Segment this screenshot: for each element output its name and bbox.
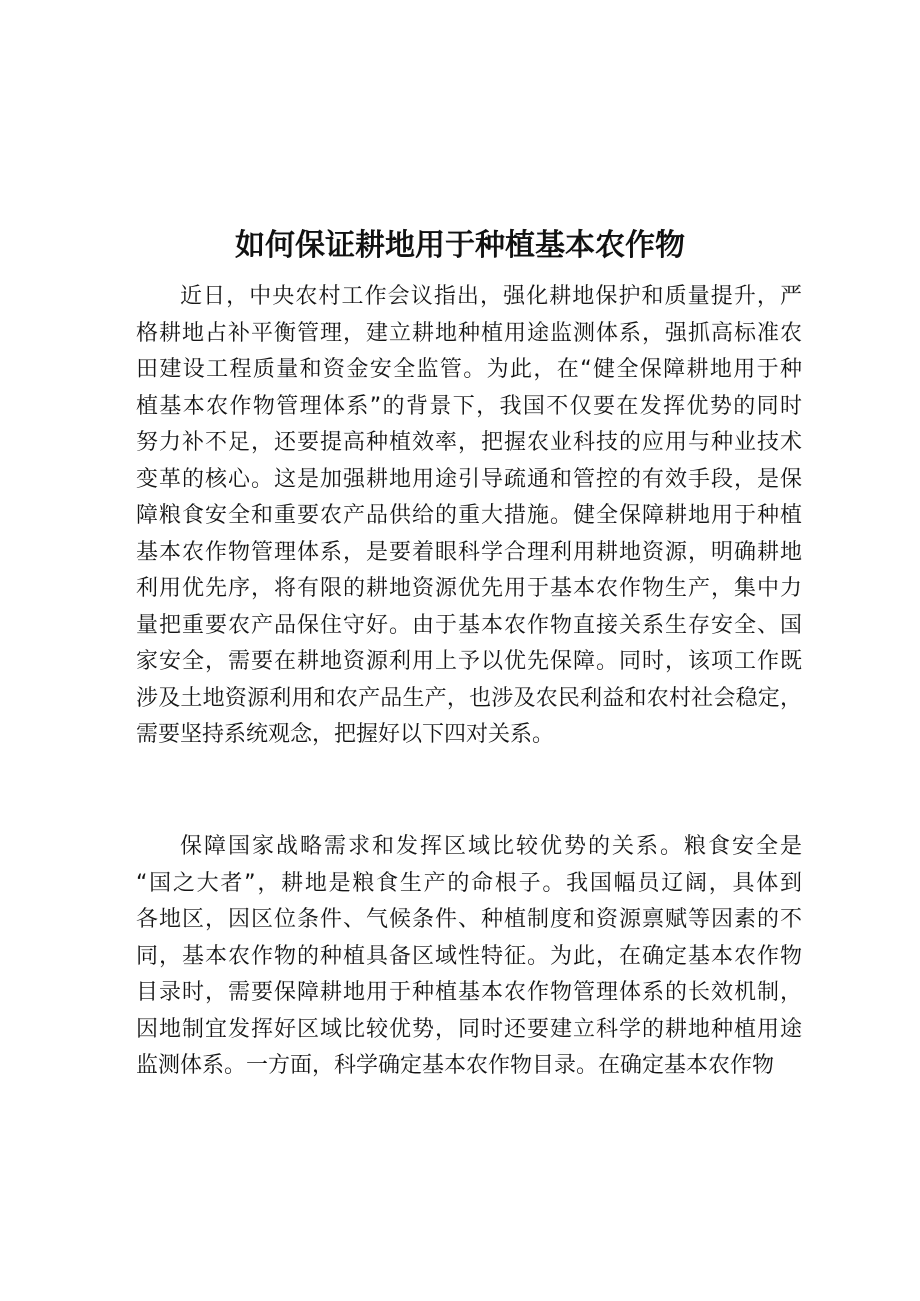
paragraph-2-line: 同，基本农作物的种植具备区域性特征。为此，在确定基本农作物 — [136, 943, 802, 969]
paragraph-2-line: 因地制宜发挥好区域比较优势，同时还要建立科学的耕地种植用途 — [136, 1016, 802, 1042]
paragraph-2-line: 保障国家战略需求和发挥区域比较优势的关系。粮食安全是 — [180, 834, 802, 859]
paragraph-1-line: 植基本农作物管理体系”的背景下，我国不仅要在发挥优势的同时 — [136, 393, 802, 419]
paragraph-2-line: 监测体系。一方面，科学确定基本农作物目录。在确定基本农作物 — [136, 1053, 775, 1078]
paragraph-1-line: 田建设工程质量和资金安全监管。为此，在“健全保障耕地用于种 — [136, 357, 802, 382]
paragraph-1-line: 量把重要农产品保住守好。由于基本农作物直接关系生存安全、国 — [136, 612, 802, 638]
paragraph-2-line: “国之大者”，耕地是粮食生产的命根子。我国幅员辽阔，具体到 — [136, 870, 802, 896]
paragraph-2-line: 目录时，需要保障耕地用于种植基本农作物管理体系的长效机制， — [136, 980, 802, 1005]
paragraph-1-line: 涉及土地资源利用和农产品生产，也涉及农民利益和农村社会稳定， — [136, 685, 802, 711]
document-title: 如何保证耕地用于种植基本农作物 — [235, 228, 685, 263]
paragraph-1 — [136, 279, 802, 754]
paragraph-1-line: 基本农作物管理体系，是要着眼科学合理利用耕地资源，明确耕地 — [136, 539, 802, 565]
paragraph-1-line: 努力补不足，还要提高种植效率，把握农业科技的应用与种业技术 — [136, 430, 802, 455]
paragraph-1-line: 家安全，需要在耕地资源利用上予以优先保障。同时，该项工作既 — [136, 649, 802, 674]
paragraph-1-line: 需要坚持系统观念，把握好以下四对关系。 — [136, 722, 555, 747]
paragraph-2 — [136, 829, 802, 1085]
paragraph-2-line: 各地区，因区位条件、气候条件、种植制度和资源禀赋等因素的不 — [136, 907, 802, 932]
paragraph-1-line: 障粮食安全和重要农产品供给的重大措施。健全保障耕地用于种植 — [136, 503, 802, 528]
paragraph-1-line: 利用优先序，将有限的耕地资源优先用于基本农作物生产，集中力 — [136, 576, 802, 601]
paragraph-1-line: 近日，中央农村工作会议指出，强化耕地保护和质量提升，严 — [180, 284, 802, 309]
paragraph-1-line: 格耕地占补平衡管理，建立耕地种植用途监测体系，强抓高标准农 — [136, 320, 802, 346]
paragraph-1-line: 变革的核心。这是加强耕地用途引导疏通和管控的有效手段，是保 — [136, 466, 802, 492]
